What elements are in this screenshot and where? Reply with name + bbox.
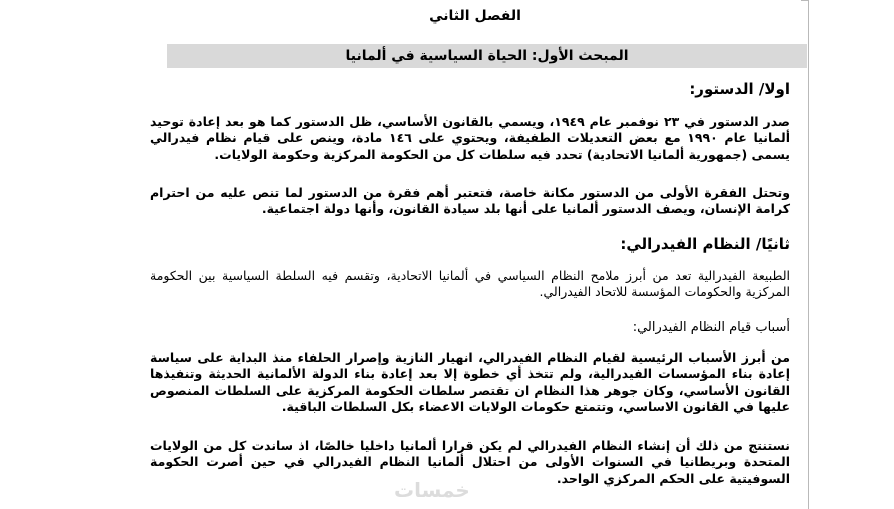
subheading-reasons: أسباب قيام النظام الفيدرالي:	[632, 320, 790, 335]
paragraph-reasons: من أبرز الأسباب الرئيسية لقيام النظام الفيدرالي، انهيار النازية وإصرار الحلفاء منذ البداية على سياسة إعادة بناء المؤسسات الفيدرالية، ولم تتخذ أي خطوة إلا بعد إعادة بناء الدولة الألمانية الحديثة وتنفيذها القانون الأساسي، وكان جوهر هذا النظام ان تقتصر سلطات الحكومة المركزية على السلطات المنصوص عليها في القانون الاساسي، وتتمتع حكومات الولايات الاعضاء بكل السلطات الباقية.	[150, 350, 790, 414]
page-margin-rule	[808, 0, 809, 509]
page-margin-mark	[801, 0, 809, 1]
watermark-logo: خمسات	[394, 478, 470, 502]
section-title: المبحث الأول: الحياة السياسية في ألمانيا	[345, 48, 629, 64]
paragraph-federal-1: الطبيعة الفيدرالية تعد من أبرز ملامح النظام السياسي في ألمانيا الاتحادية، وتقسم فيه السلطة السياسية بين الحكومة المركزية والحكومات المؤسسة للاتحاد الفيدرالي.	[150, 268, 790, 300]
paragraph-constitution-2: وتحتل الفقرة الأولى من الدستور مكانة خاصة، فتعتبر أهم فقرة من الدستور لما تنص عليه من احترام كرامة الإنسان، ويصف الدستور ألمانيا على أنها بلد سيادة القانون، وأنها دولة اجتماعية.	[150, 185, 790, 217]
document-page	[150, 0, 800, 509]
paragraph-constitution-1: صدر الدستور في ٢٣ نوفمبر عام ١٩٤٩، ويسمي بالقانون الأساسي، ظل الدستور كما هو بعد إعادة توحيد ألمانيا عام ١٩٩٠ مع بعض التعديلات الطفيفة، ويحتوي على ١٤٦ مادة، وينص على قيام نظام فيدرالي يسمى (جمهورية ألمانيا الاتحادية) تحدد فيه سلطات كل من الحكومة المركزية وحكومة الولايات.	[150, 114, 790, 162]
heading-federal-system: ثانيًا/ النظام الفيدرالي:	[620, 235, 790, 253]
paragraph-conclusion: نستنتج من ذلك أن إنشاء النظام الفيدرالي لم يكن قرارا ألمانيا داخليا خالصًا، اذ ساندت كل من الولايات المتحدة وبريطانيا في السنوات الأولى من احتلال ألمانيا النظام الفيدرالي في حين أصرت الحكومة السوفيتية على الحكم المركزي الواحد.	[150, 438, 790, 486]
section-title-bar	[167, 44, 807, 68]
chapter-title: الفصل الثاني	[429, 8, 521, 24]
heading-constitution: اولا/ الدستور:	[689, 80, 790, 98]
